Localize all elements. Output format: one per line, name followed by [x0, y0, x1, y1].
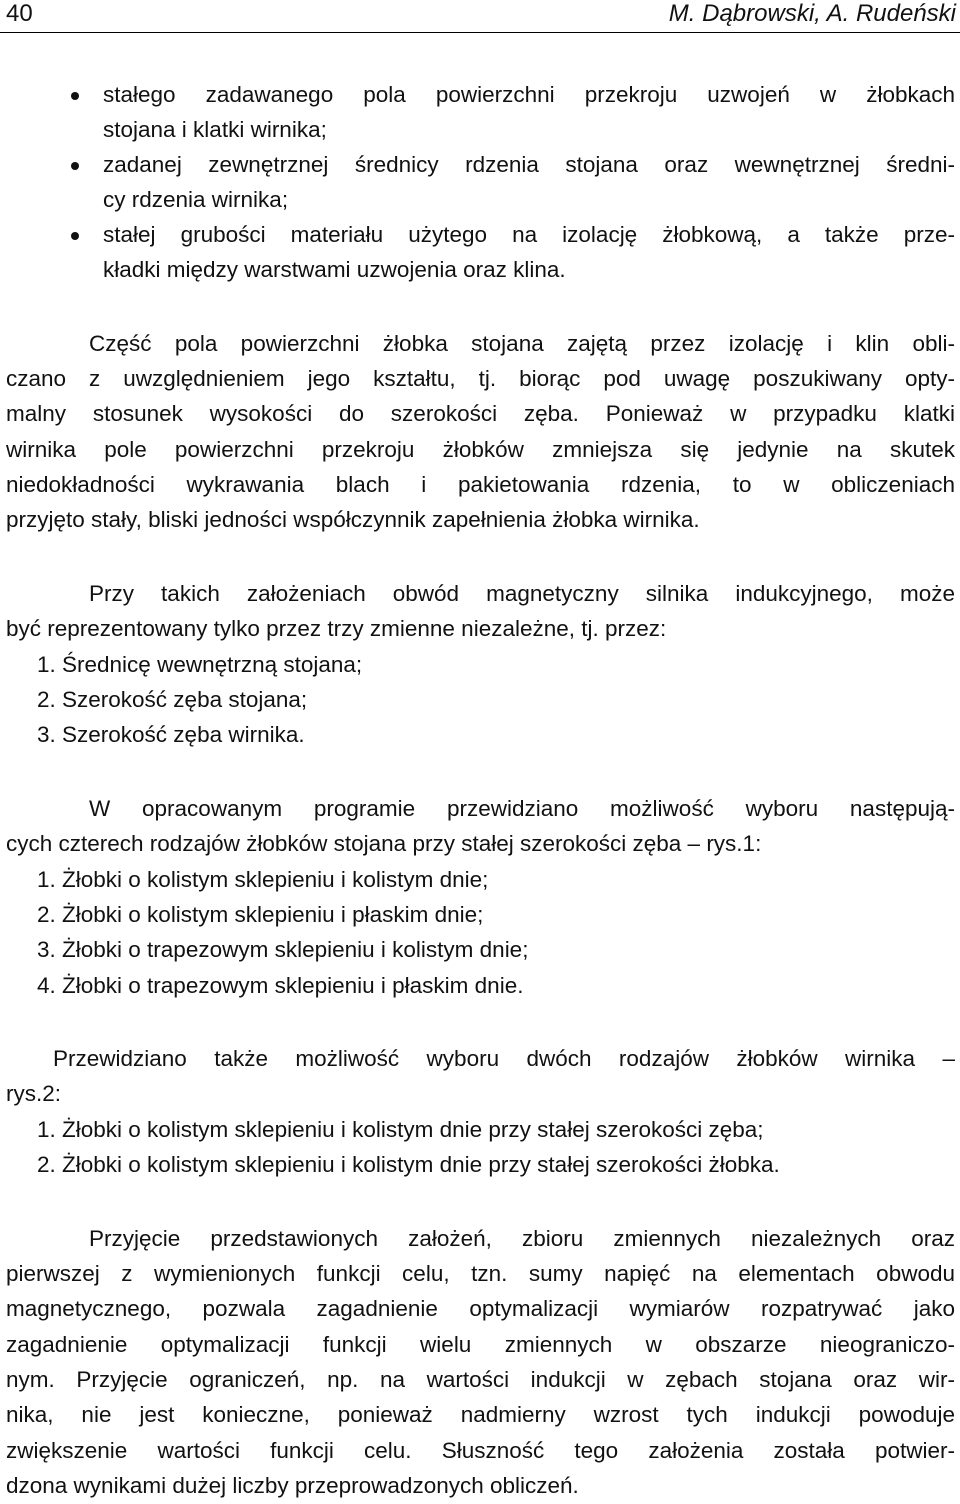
text-line: pierwszej z wymienionych funkcji celu, tzn. sumy napięć na elementach obwodu — [6, 1261, 955, 1286]
bullet-line: stojana i klatki wirnika; — [103, 117, 327, 142]
bullet-line: stałej grubości materiału użytego na izolację żłobkową, a także prze- — [103, 222, 955, 247]
bullet-dot — [71, 232, 79, 240]
list-item: 3. Szerokość zęba wirnika. — [37, 722, 305, 747]
text-line: rys.2: — [6, 1081, 62, 1106]
list-item: 2. Żłobki o kolistym sklepieniu i płaskim dnie; — [37, 902, 484, 927]
list-item: 4. Żłobki o trapezowym sklepieniu i płaskim dnie. — [37, 973, 524, 998]
page-header — [0, 0, 960, 33]
list-item: 1. Średnicę wewnętrzną stojana; — [37, 652, 363, 677]
running-head-authors: M. Dąbrowski, A. Rudeński — [668, 0, 956, 27]
bullet-line: cy rdzenia wirnika; — [103, 187, 289, 212]
text-line: czano z uwzględnieniem jego kształtu, tj. biorąc pod uwagę poszukiwany opty- — [6, 366, 955, 391]
bullet-line: kładki między warstwami uzwojenia oraz klina. — [103, 257, 566, 282]
text-line: Część pola powierzchni żłobka stojana zajętą przez izolację i klin obli- — [89, 331, 955, 356]
list-item: 1. Żłobki o kolistym sklepieniu i kolistym dnie; — [37, 867, 489, 892]
page-number: 40 — [6, 0, 33, 27]
bullet-dot — [71, 162, 79, 170]
text-line: przyjęto stały, bliski jedności współczynnik zapełnienia żłobka wirnika. — [6, 507, 700, 532]
text-line: niedokładności wykrawania blach i pakietowania rdzenia, to w obliczeniach — [6, 472, 955, 497]
list-item: 2. Szerokość zęba stojana; — [37, 687, 308, 712]
text-line: Przyjęcie przedstawionych założeń, zbioru zmiennych niezależnych oraz — [89, 1226, 955, 1251]
list-item: 2. Żłobki o kolistym sklepieniu i kolistym dnie przy stałej szerokości żłobka. — [37, 1152, 780, 1177]
text-line: Przy takich założeniach obwód magnetyczny silnika indukcyjnego, może — [89, 581, 955, 606]
list-item: 1. Żłobki o kolistym sklepieniu i kolistym dnie przy stałej szerokości zęba; — [37, 1117, 764, 1142]
text-line: cych czterech rodzajów żłobków stojana przy stałej szerokości zęba – rys.1: — [6, 831, 762, 856]
text-line: Przewidziano także możliwość wyboru dwóch rodzajów żłobków wirnika – — [53, 1046, 955, 1071]
list-item: 3. Żłobki o trapezowym sklepieniu i kolistym dnie; — [37, 937, 529, 962]
text-line: zagadnienie optymalizacji funkcji wielu zmiennych w obszarze nieograniczo- — [6, 1332, 955, 1357]
text-line: malny stosunek wysokości do szerokości zęba. Ponieważ w przypadku klatki — [6, 401, 955, 426]
text-line: wirnika pole powierzchni przekroju żłobków zmniejsza się jedynie na skutek — [6, 437, 955, 462]
text-line: nym. Przyjęcie ograniczeń, np. na wartości indukcji w zębach stojana oraz wir- — [6, 1367, 955, 1392]
text-line: być reprezentowany tylko przez trzy zmienne niezależne, tj. przez: — [6, 616, 667, 641]
bullet-dot — [71, 92, 79, 100]
text-line: magnetycznego, pozwala zagadnienie optymalizacji wymiarów rozpatrywać jako — [6, 1296, 955, 1321]
bullet-line: zadanej zewnętrznej średnicy rdzenia stojana oraz wewnętrznej średni- — [103, 152, 955, 177]
text-line: zwiększenie wartości funkcji celu. Słuszność tego założenia została potwier- — [6, 1438, 955, 1463]
text-line: dzona wynikami dużej liczby przeprowadzonych obliczeń. — [6, 1473, 579, 1498]
text-line: nika, nie jest konieczne, ponieważ nadmierny wzrost tych indukcji powoduje — [6, 1402, 955, 1427]
bullet-line: stałego zadawanego pola powierzchni przekroju uzwojeń w żłobkach — [103, 82, 955, 107]
text-line: W opracowanym programie przewidziano możliwość wyboru następują- — [89, 796, 955, 821]
